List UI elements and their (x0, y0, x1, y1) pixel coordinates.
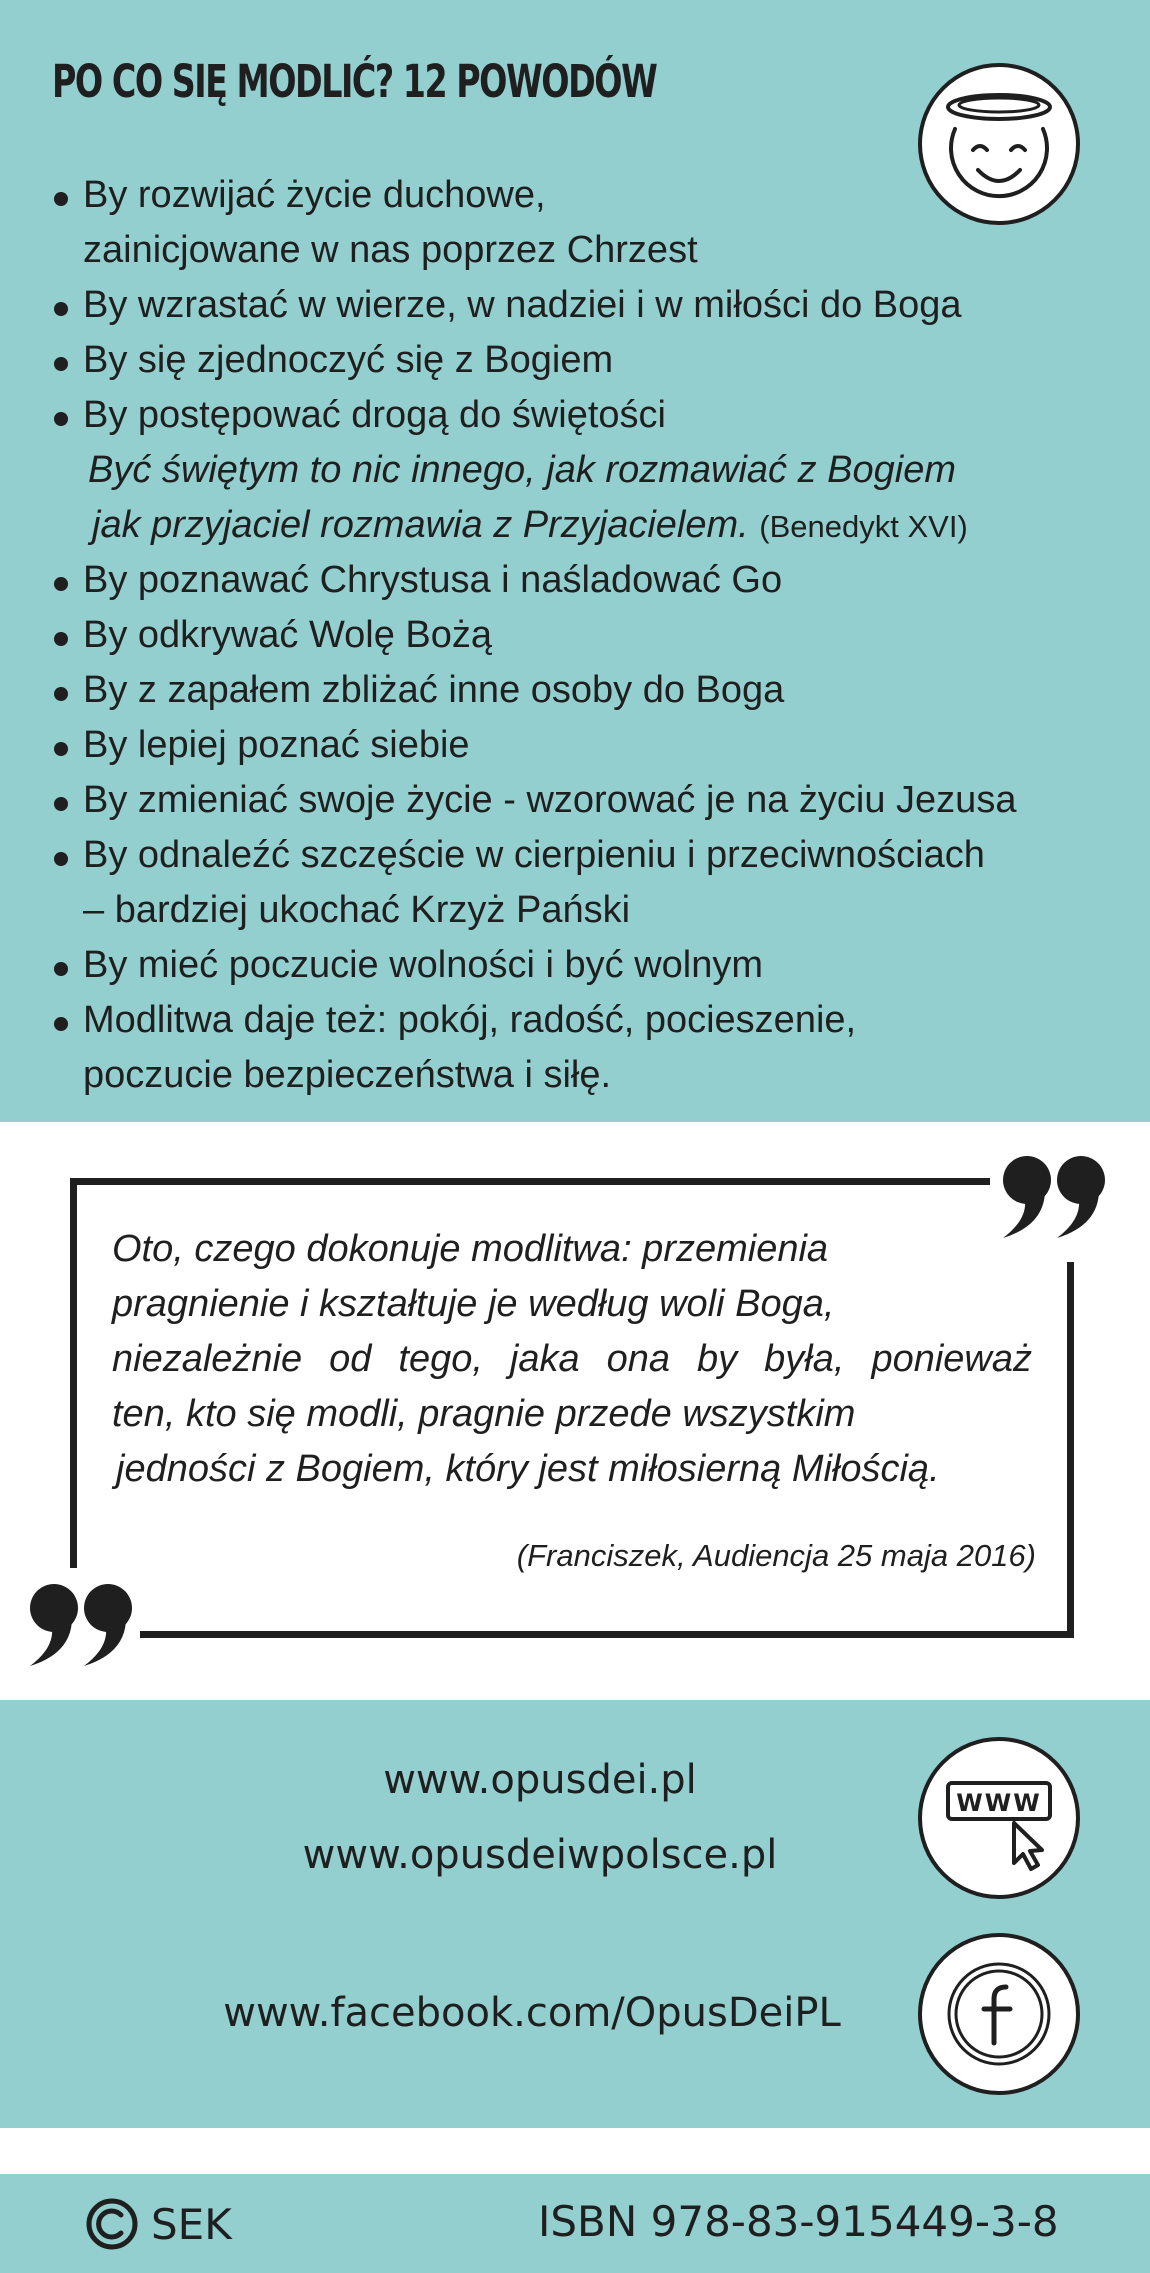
list-item: By z zapałem zbliżać inne osoby do Boga (52, 663, 1102, 718)
www-icon (918, 1737, 1080, 1899)
copyright (85, 2197, 232, 2251)
copyright-icon (85, 2197, 139, 2251)
list-item: By odkrywać Wolę Bożą (52, 608, 1102, 663)
reasons-list (52, 168, 1102, 1103)
link-opusdei[interactable]: www.opusdei.pl (383, 1757, 697, 1803)
quote-source: (Franciszek, Audiencja 25 maja 2016) (516, 1538, 1036, 1573)
list-item: By lepiej poznać siebie (52, 718, 1102, 773)
isbn: ISBN 978-83-915449-3-8 (538, 2197, 1059, 2246)
link-facebook[interactable]: www.facebook.com/OpusDeiPL (223, 1990, 841, 2036)
link-opusdeiwpolsce[interactable]: www.opusdeiwpolsce.pl (302, 1832, 778, 1878)
quote-line: jedności z Bogiem, który jest miłosierną Miłością. (116, 1448, 940, 1490)
list-item: By się zjednoczyć się z Bogiem (52, 333, 1102, 388)
list-item: By odnaleźć szczęście w cierpieniu i przeciwnościach (52, 828, 1102, 883)
list-item: By postępować drogą do świętości (52, 388, 1102, 443)
quote-line: pragnienie i kształtuje je według woli Boga, (112, 1283, 835, 1325)
quote-line: ten, kto się modli, pragnie przede wszystkim (112, 1393, 856, 1435)
www-icon-text: WWW (956, 1789, 1042, 1817)
list-item: By wzrastać w wierze, w nadziei i w miłości do Boga (52, 278, 1102, 333)
quote-attribution: (Benedykt XVI) (759, 509, 968, 544)
publisher-name: SEK (151, 2199, 232, 2249)
quote-frame (140, 1631, 1074, 1638)
quotation-mark-icon (22, 1578, 140, 1675)
list-item: By poznawać Chrystusa i naśladować Go (52, 553, 1102, 608)
list-item: By mieć poczucie wolności i być wolnym (52, 938, 1102, 993)
quote-line: niezależnie od tego, jaka ona by była, ponieważ (112, 1338, 1032, 1380)
list-item-continuation: – bardziej ukochać Krzyż Pański (83, 889, 631, 931)
list-item: Modlitwa daje też: pokój, radość, pocieszenie, (52, 993, 1102, 1048)
quote-text (112, 1222, 1032, 1497)
facebook-icon (918, 1933, 1080, 2095)
quote-frame (70, 1178, 77, 1568)
quote-line: Oto, czego dokonuje modlitwa: przemienia (112, 1228, 829, 1270)
quote-frame (70, 1178, 990, 1185)
list-item: By rozwijać życie duchowe, (52, 168, 1102, 223)
page-title: PO CO SIĘ MODLIĆ? 12 POWODÓW (52, 55, 657, 108)
inline-quote: jak przyjaciel rozmawia z Przyjacielem. (Benedykt XVI) (92, 504, 968, 546)
list-item-continuation: zainicjowane w nas poprzez Chrzest (83, 229, 698, 271)
quote-frame (1067, 1262, 1074, 1638)
list-item: By zmieniać swoje życie - wzorować je na życiu Jezusa (52, 773, 1102, 828)
list-item-continuation: poczucie bezpieczeństwa i siłę. (83, 1054, 612, 1096)
inline-quote: Być świętym to nic innego, jak rozmawiać z Bogiem (88, 449, 956, 491)
